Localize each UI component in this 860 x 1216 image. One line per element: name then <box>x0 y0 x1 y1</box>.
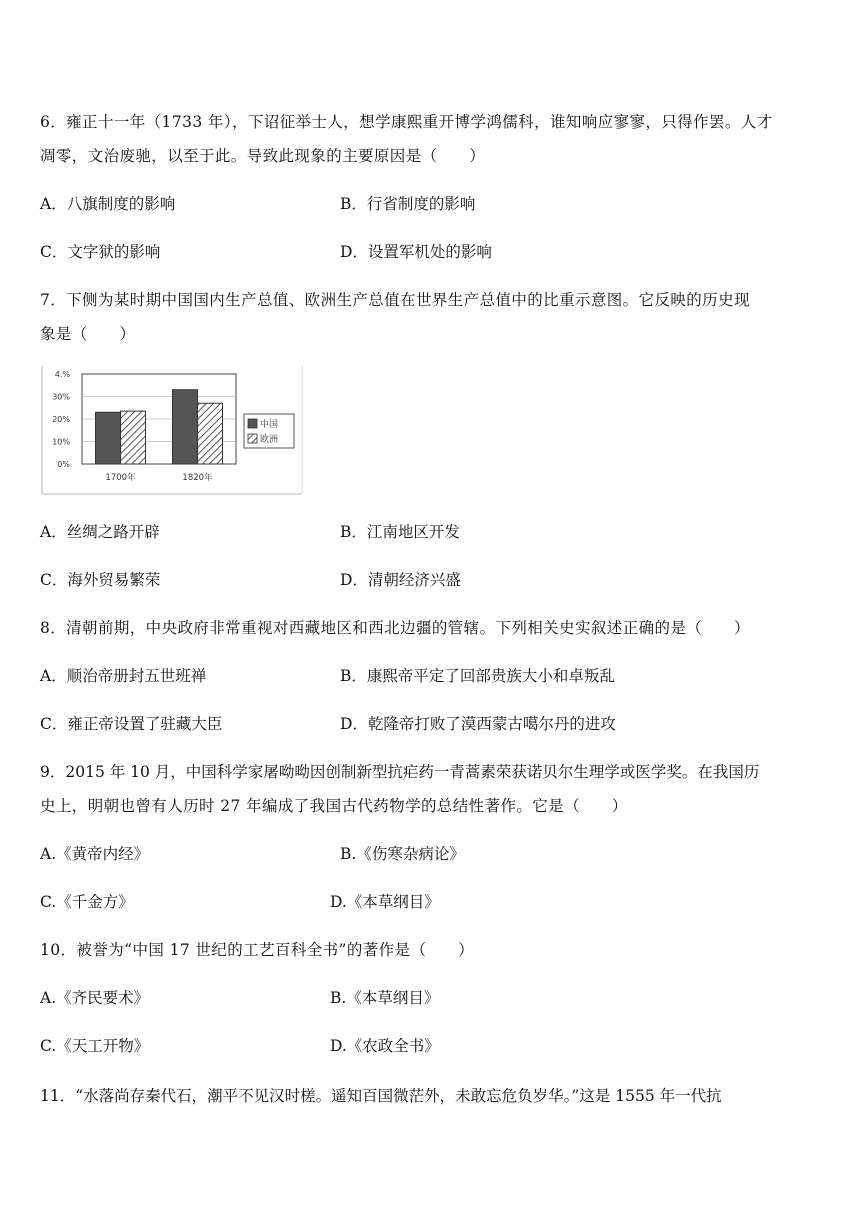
bar-europe-1 <box>198 403 223 464</box>
q7-line2: 象是（ ） <box>40 325 136 343</box>
q7-option-b: B．江南地区开发 <box>340 523 460 541</box>
q9-option-c: C.《千金方》 <box>40 893 134 911</box>
q7-option-d: D．清朝经济兴盛 <box>340 571 461 589</box>
q10-option-c: C.《天工开物》 <box>40 1037 150 1055</box>
q7-option-a: A．丝绸之路开辟 <box>40 523 160 541</box>
q9-option-d: D.《本草纲目》 <box>330 893 440 911</box>
q10-option-d: D.《农政全书》 <box>330 1037 440 1055</box>
q6-option-d: D．设置军机处的影响 <box>340 243 492 261</box>
q10-option-a: A.《齐民要术》 <box>40 989 150 1007</box>
q9-option-b: B.《伤寒杂病论》 <box>340 845 465 863</box>
y-tick-label: 30% <box>52 392 70 402</box>
legend-swatch-europe <box>248 434 257 443</box>
q10-line1: 10．被誉为“中国 17 世纪的工艺百科全书”的著作是（ ） <box>40 941 475 959</box>
q8-option-c: C．雍正帝设置了驻藏大臣 <box>40 715 223 733</box>
q7-option-c: C．海外贸易繁荣 <box>40 571 161 589</box>
bar-china-0 <box>96 412 121 464</box>
gdp-share-chart <box>40 364 308 498</box>
q9-line2: 史上，明朝也曾有人历时 27 年编成了我国古代药物学的总结性著作。它是（ ） <box>40 797 628 815</box>
q11-line1: 11．“水落尚存秦代石，潮平不见汉时槎。遥知百国微茫外，未敢忘危负岁华。”这是 1555 年一代抗 <box>40 1087 722 1105</box>
legend-swatch-china <box>248 419 257 428</box>
q6-line1: 6．雍正十一年（1733 年），下诏征举士人，想学康熙重开博学鸿儒科，谁知响应寥寥，只得作罢。人才 <box>40 113 773 131</box>
y-tick-label: 0% <box>57 460 70 469</box>
x-tick-label: 1820年 <box>182 473 213 483</box>
y-tick-label: 20% <box>52 415 70 424</box>
q8-line1: 8．清朝前期，中央政府非常重视对西藏地区和西北边疆的管辖。下列相关史实叙述正确的是（ ） <box>40 619 750 637</box>
q7-line1: 7．下侧为某时期中国国内生产总值、欧洲生产总值在世界生产总值中的比重示意图。它反映的历史现 <box>40 291 750 309</box>
legend-label-china: 中国 <box>260 420 279 430</box>
q9-line1: 9．2015 年 10 月，中国科学家屠呦呦因创制新型抗疟药一青蒿素荣获诺贝尔生理学或医学奖。在我国历 <box>40 763 760 781</box>
q8-option-d: D．乾隆帝打败了漠西蒙古噶尔丹的进攻 <box>340 715 616 733</box>
q6-option-b: B．行省制度的影响 <box>340 195 476 213</box>
legend-label-europe: 欧洲 <box>260 435 279 445</box>
q8-option-a: A．顺治帝册封五世班禅 <box>40 667 207 685</box>
q6-option-a: A．八旗制度的影响 <box>40 195 176 213</box>
x-tick-label: 1700年 <box>105 473 136 483</box>
bar-china-1 <box>173 390 198 464</box>
q8-option-b: B．康熙帝平定了回部贵族大小和卓叛乱 <box>340 667 615 685</box>
y-tick-label: 4.% <box>54 370 70 379</box>
q6-line2: 凋零，文治废驰，以至于此。导致此现象的主要原因是（ ） <box>40 147 486 165</box>
q9-option-a: A.《黄帝内经》 <box>40 845 150 863</box>
q10-option-b: B.《本草纲目》 <box>330 989 440 1007</box>
q6-option-c: C．文字狱的影响 <box>40 243 161 261</box>
bar-europe-0 <box>121 411 146 464</box>
y-tick-label: 10% <box>52 437 70 447</box>
